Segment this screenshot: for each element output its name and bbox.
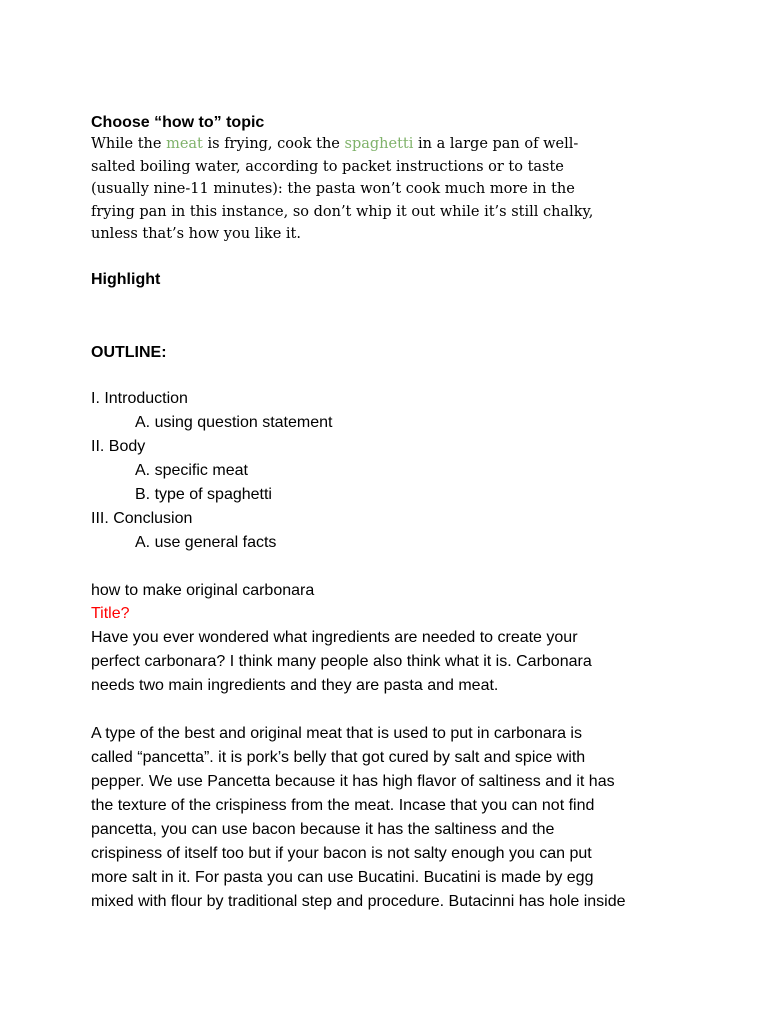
quoted-line: unless that’s how you like it. [91,226,301,242]
intro-paragraph-line: perfect carbonara? I think many people also think what it is. Carbonara [91,653,592,670]
quoted-line: (usually nine-11 minutes): the pasta won’t cook much more in the [91,181,575,197]
quoted-text: is frying, cook the [202,136,345,152]
quoted-text: in a large pan of well- [413,136,579,152]
outline-heading: OUTLINE: [91,344,167,361]
topic-line: how to make original carbonara [91,582,315,599]
highlight-heading: Highlight [91,271,161,288]
outline-subitem: A. using question statement [135,414,333,431]
meat-link[interactable]: meat [166,136,203,152]
outline-item: II. Body [91,438,146,455]
body-paragraph-line: mixed with flour by traditional step and procedure. Butacinni has hole inside [91,893,626,910]
body-paragraph-line: crispiness of itself too but if your bacon is not salty enough you can put [91,845,592,862]
quoted-line: salted boiling water, according to packet instructions or to taste [91,158,564,175]
outline-item: I. Introduction [91,390,188,407]
body-paragraph-line: pancetta, you can use bacon because it has the saltiness and the [91,821,555,838]
quoted-line: frying pan in this instance, so don’t whip it out while it’s still chalky, [91,203,594,220]
quoted-text: While the [91,136,167,152]
body-paragraph-line: A type of the best and original meat that is used to put in carbonara is [91,725,582,742]
outline-subitem: A. specific meat [135,462,248,479]
intro-paragraph-line: Have you ever wondered what ingredients are needed to create your [91,629,578,646]
quoted-recipe-paragraph [91,133,681,246]
body-paragraph-line: more salt in it. For pasta you can use Bucatini. Bucatini is made by egg [91,869,594,886]
quoted-line [91,133,681,156]
title-placeholder: Title? [91,605,130,622]
outline-item: III. Conclusion [91,510,193,527]
outline-subitem: A. use general facts [135,534,277,551]
body-paragraph-line: the texture of the crispiness from the meat. Incase that you can not find [91,797,595,814]
spaghetti-link[interactable]: spaghetti [344,136,414,152]
outline-subitem: B. type of spaghetti [135,486,272,503]
intro-paragraph-line: needs two main ingredients and they are pasta and meat. [91,677,499,694]
body-paragraph-line: pepper. We use Pancetta because it has high flavor of saltiness and it has [91,773,615,790]
body-paragraph-line: called “pancetta”. it is pork’s belly that got cured by salt and spice with [91,749,586,766]
topic-heading: Choose “how to” topic [91,114,265,131]
